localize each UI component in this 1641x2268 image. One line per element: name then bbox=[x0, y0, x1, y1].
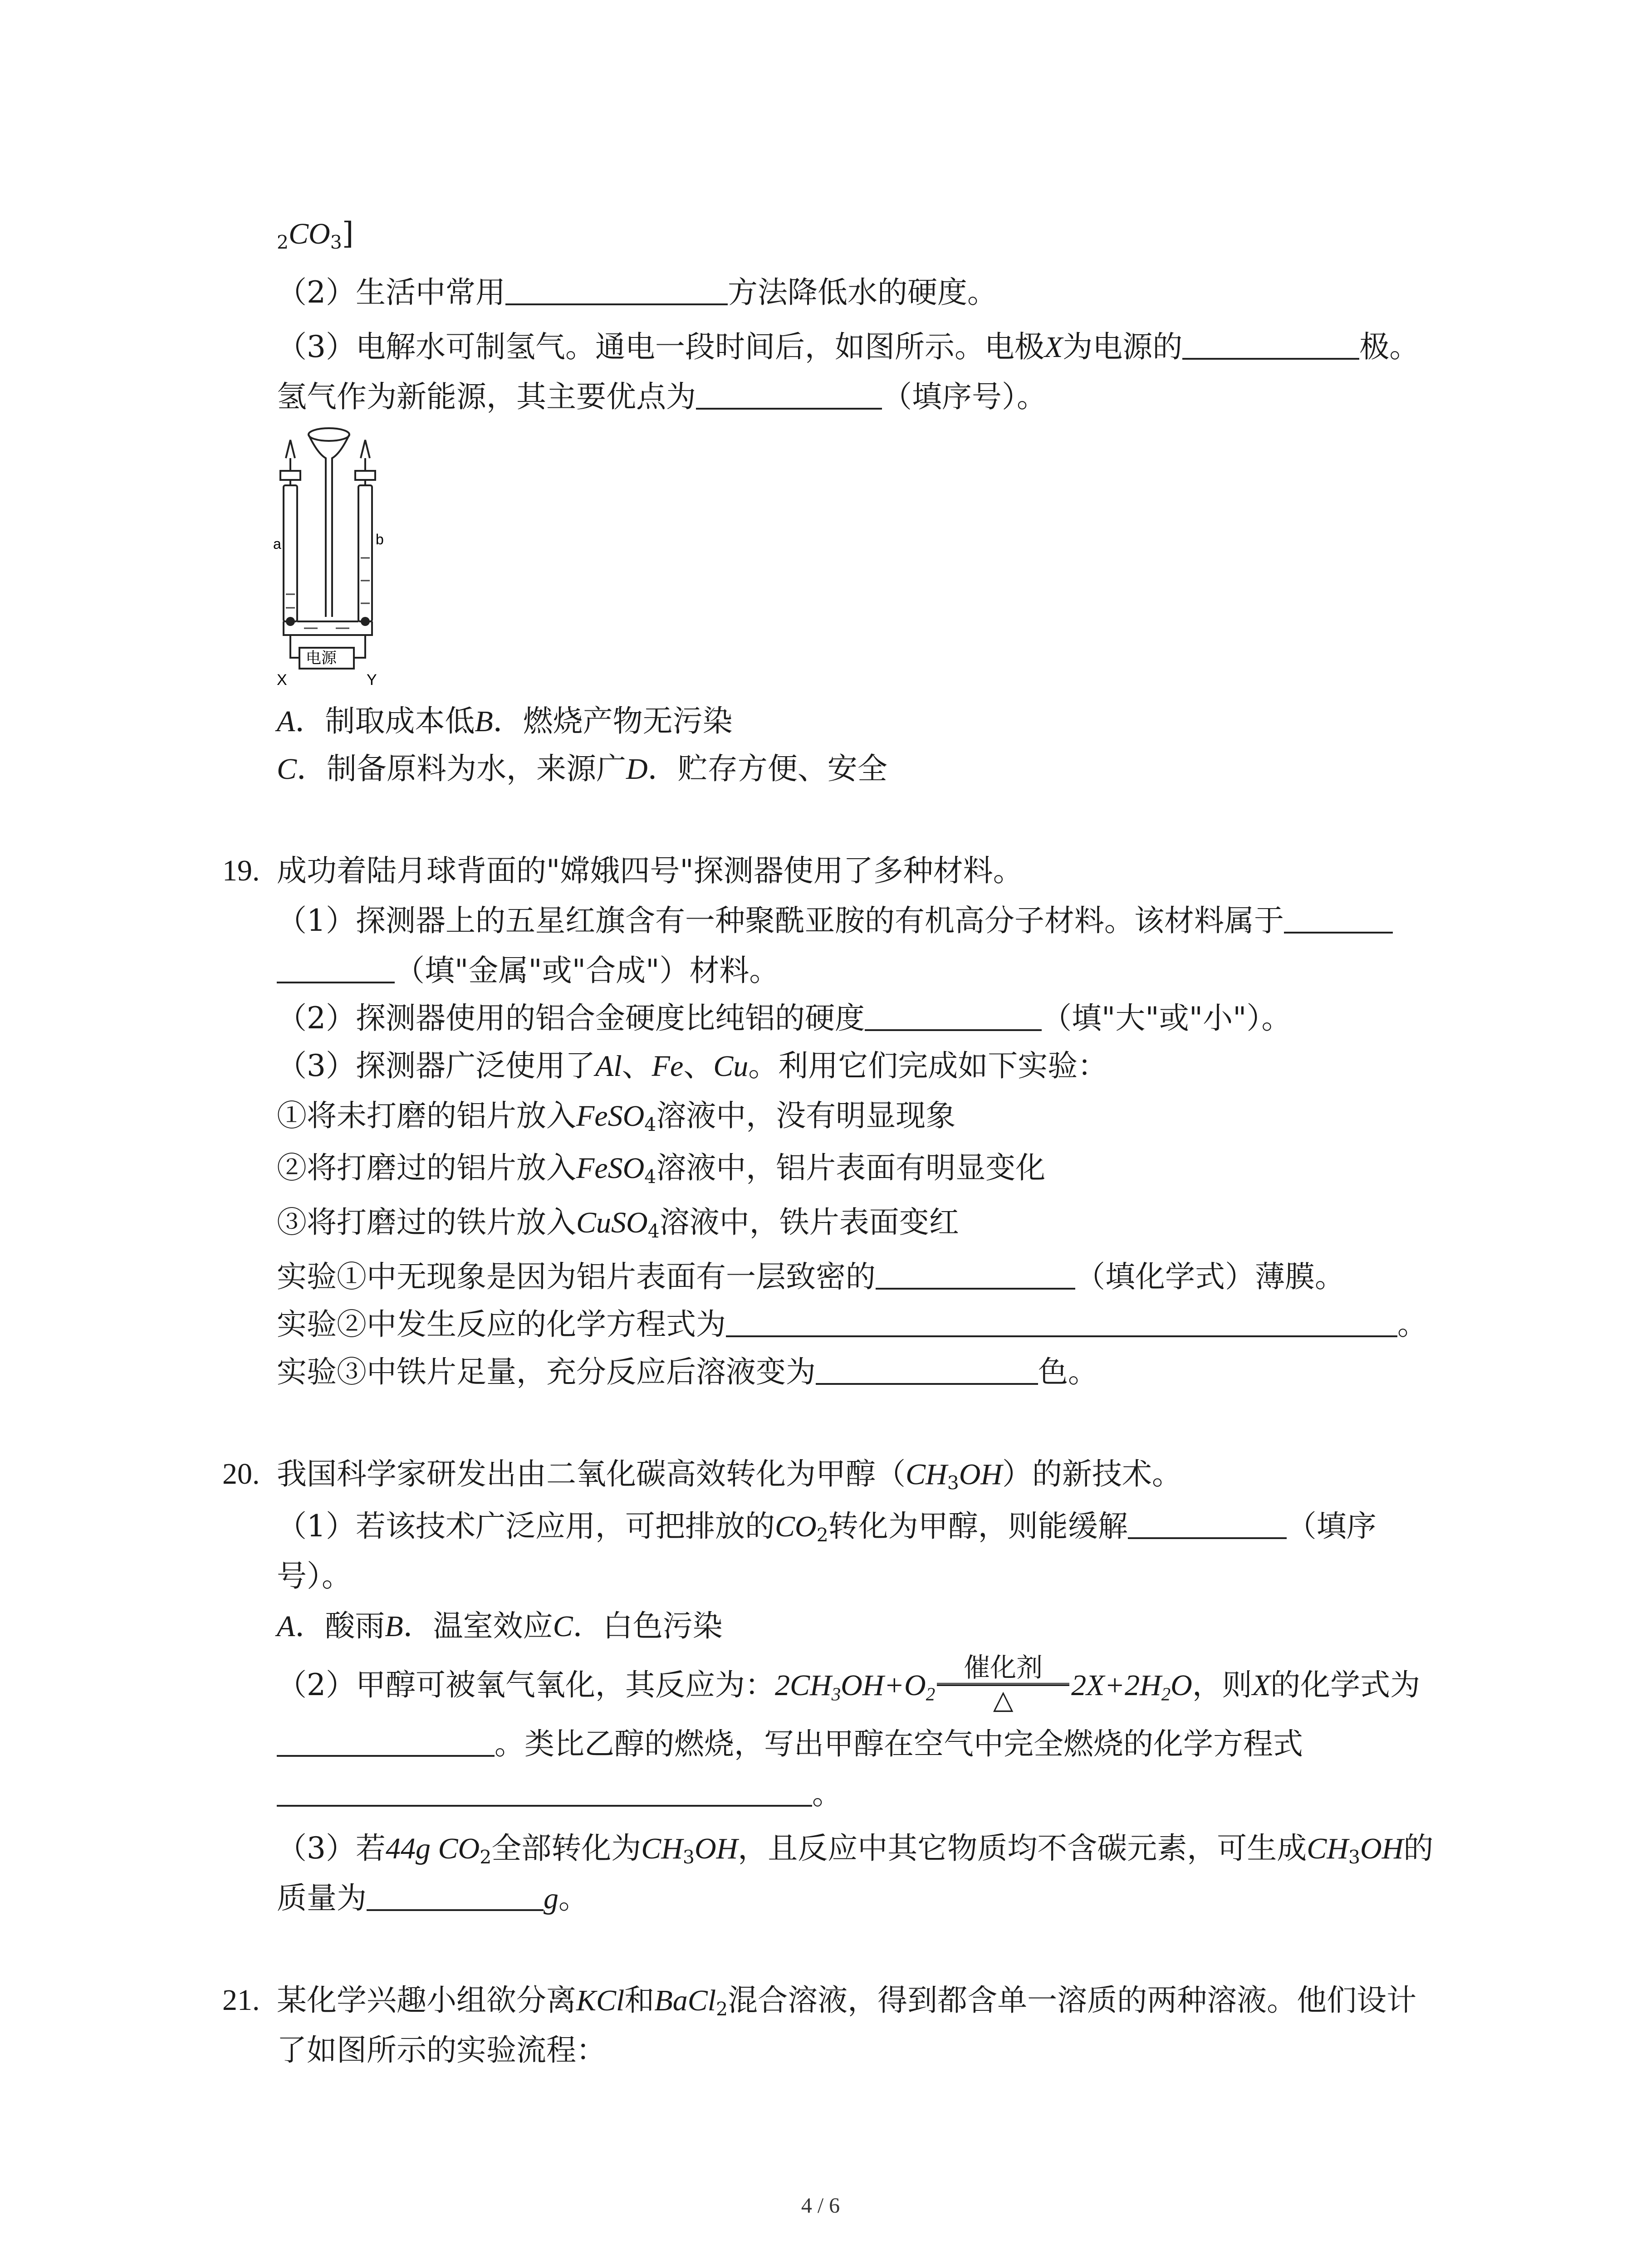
power-source-label: 电源 bbox=[306, 649, 337, 667]
electrode-label-y: Y bbox=[367, 671, 377, 689]
answer-blank[interactable] bbox=[876, 1260, 1075, 1290]
answer-blank[interactable] bbox=[277, 953, 395, 983]
q18-options-cd: C．制备原料为水，来源广D．贮存方便、安全 bbox=[277, 751, 887, 786]
answer-blank[interactable] bbox=[1182, 330, 1359, 360]
q18-options-ab: A．制取成本低B．燃烧产物无污染 bbox=[277, 704, 733, 738]
question-number-21: 21. bbox=[222, 1984, 260, 2017]
question-number-19: 19. bbox=[222, 854, 260, 887]
answer-blank[interactable] bbox=[726, 1307, 1397, 1337]
answer-blank[interactable] bbox=[277, 1777, 812, 1807]
q19-result-1: 实验①中无现象是因为铝片表面有一层致密的 （填化学式）薄膜。 bbox=[277, 1259, 1345, 1294]
answer-blank[interactable] bbox=[696, 380, 882, 410]
q19-result-2: 实验②中发生反应的化学方程式为 。 bbox=[277, 1307, 1427, 1342]
q20-options: A．酸雨B．温室效应C．白色污染 bbox=[277, 1608, 723, 1643]
reaction-condition: 催化剂 △ bbox=[935, 1665, 1071, 1713]
q20-stem: 我国科学家研发出由二氧化碳高效转化为甲醇$(CH_3OH)$的新技术。 bbox=[277, 1457, 1182, 1494]
reaction-equation: $2CH_3OH+O_2$ bbox=[775, 1669, 936, 1705]
q19-part1-line1: （1）探测器上的五星红旗含有一种聚酰亚胺的有机高分子材料。该材料属于 bbox=[277, 900, 1393, 941]
answer-blank[interactable] bbox=[277, 1727, 495, 1757]
electrode-label-x: X bbox=[277, 671, 287, 689]
q18-formula-tail: $_2CO_3$] bbox=[277, 216, 354, 254]
answer-blank[interactable] bbox=[816, 1355, 1038, 1385]
q19-experiment-2: ②将打磨过的铝片放入FeSO$_4$溶液中，铝片表面有明显变化 bbox=[277, 1150, 1046, 1188]
q20-part3-line2: 质量为 g。 bbox=[277, 1881, 588, 1916]
q19-part1-line2: （填"金属"或"合成"）材料。 bbox=[277, 950, 779, 991]
answer-blank[interactable] bbox=[1128, 1509, 1287, 1539]
q20-part2-line3: 。 bbox=[277, 1774, 842, 1814]
page-number: 4 / 6 bbox=[801, 2194, 840, 2218]
q19-experiment-3: ③将打磨过的铁片放入CuSO$_4$溶液中，铁片表面变红 bbox=[277, 1205, 959, 1242]
tube-label-a: a bbox=[273, 536, 281, 552]
q19-part2: （2）探测器使用的铝合金硬度比纯铝的硬度 （填"大"或"小"）。 bbox=[277, 1001, 1292, 1036]
q20-part1-line1: （1）若该技术广泛应用，可把排放的$CO_2$转化为甲醇，则能缓解 （填序 bbox=[277, 1509, 1376, 1546]
q19-experiment-1: ①将未打磨的铝片放入FeSO$_4$溶液中，没有明显现象 bbox=[277, 1098, 956, 1136]
q19-part3: （3）探测器广泛使用了Al、Fe、Cu。利用它们完成如下实验： bbox=[277, 1048, 1108, 1083]
answer-blank[interactable] bbox=[1284, 904, 1393, 934]
q20-part2-line2: 。类比乙醇的燃烧，写出甲醇在空气中完全燃烧的化学方程式 bbox=[277, 1724, 1303, 1765]
answer-blank[interactable] bbox=[367, 1881, 544, 1911]
answer-blank[interactable] bbox=[865, 1001, 1042, 1031]
q20-part2-line1: （2）甲醇可被氧气氧化，其反应为：$2CH_3OH+O_2$ 催化剂 △ $2X+2H_2O$，则X的化学式为 bbox=[277, 1652, 1421, 1715]
q19-stem: 成功着陆月球背面的"嫦娥四号"探测器使用了多种材料。 bbox=[277, 853, 1023, 888]
answer-blank[interactable] bbox=[505, 275, 728, 305]
q20-part1-line2: 号）。 bbox=[277, 1559, 352, 1593]
q20-part3-line1: （3）若44g $CO_2$全部转化为$CH_3OH$，且反应中其它物质均不含碳元素，可生成$CH_3OH$的 bbox=[277, 1831, 1434, 1868]
q18-part2: （2）生活中常用 方法降低水的硬度。 bbox=[277, 275, 997, 310]
q21-stem-line1: 某化学兴趣小组欲分离KCl和BaCl$_2$混合溶液，得到都含单一溶质的两种溶液。他们设计 bbox=[277, 1983, 1417, 2020]
q18-part3-line2: 氢气作为新能源，其主要优点为 （填序号）。 bbox=[277, 379, 1047, 414]
tube-label-b: b bbox=[376, 531, 384, 547]
q21-stem-line2: 了如图所示的实验流程： bbox=[277, 2033, 606, 2068]
electrolysis-apparatus-figure bbox=[272, 422, 417, 703]
q18-part3-line1: （3）电解水可制氢气。通电一段时间后，如图所示。电极X为电源的 极。 bbox=[277, 329, 1420, 364]
question-number-20: 20. bbox=[222, 1457, 260, 1491]
q19-result-3: 实验③中铁片足量，充分反应后溶液变为 色。 bbox=[277, 1354, 1098, 1389]
